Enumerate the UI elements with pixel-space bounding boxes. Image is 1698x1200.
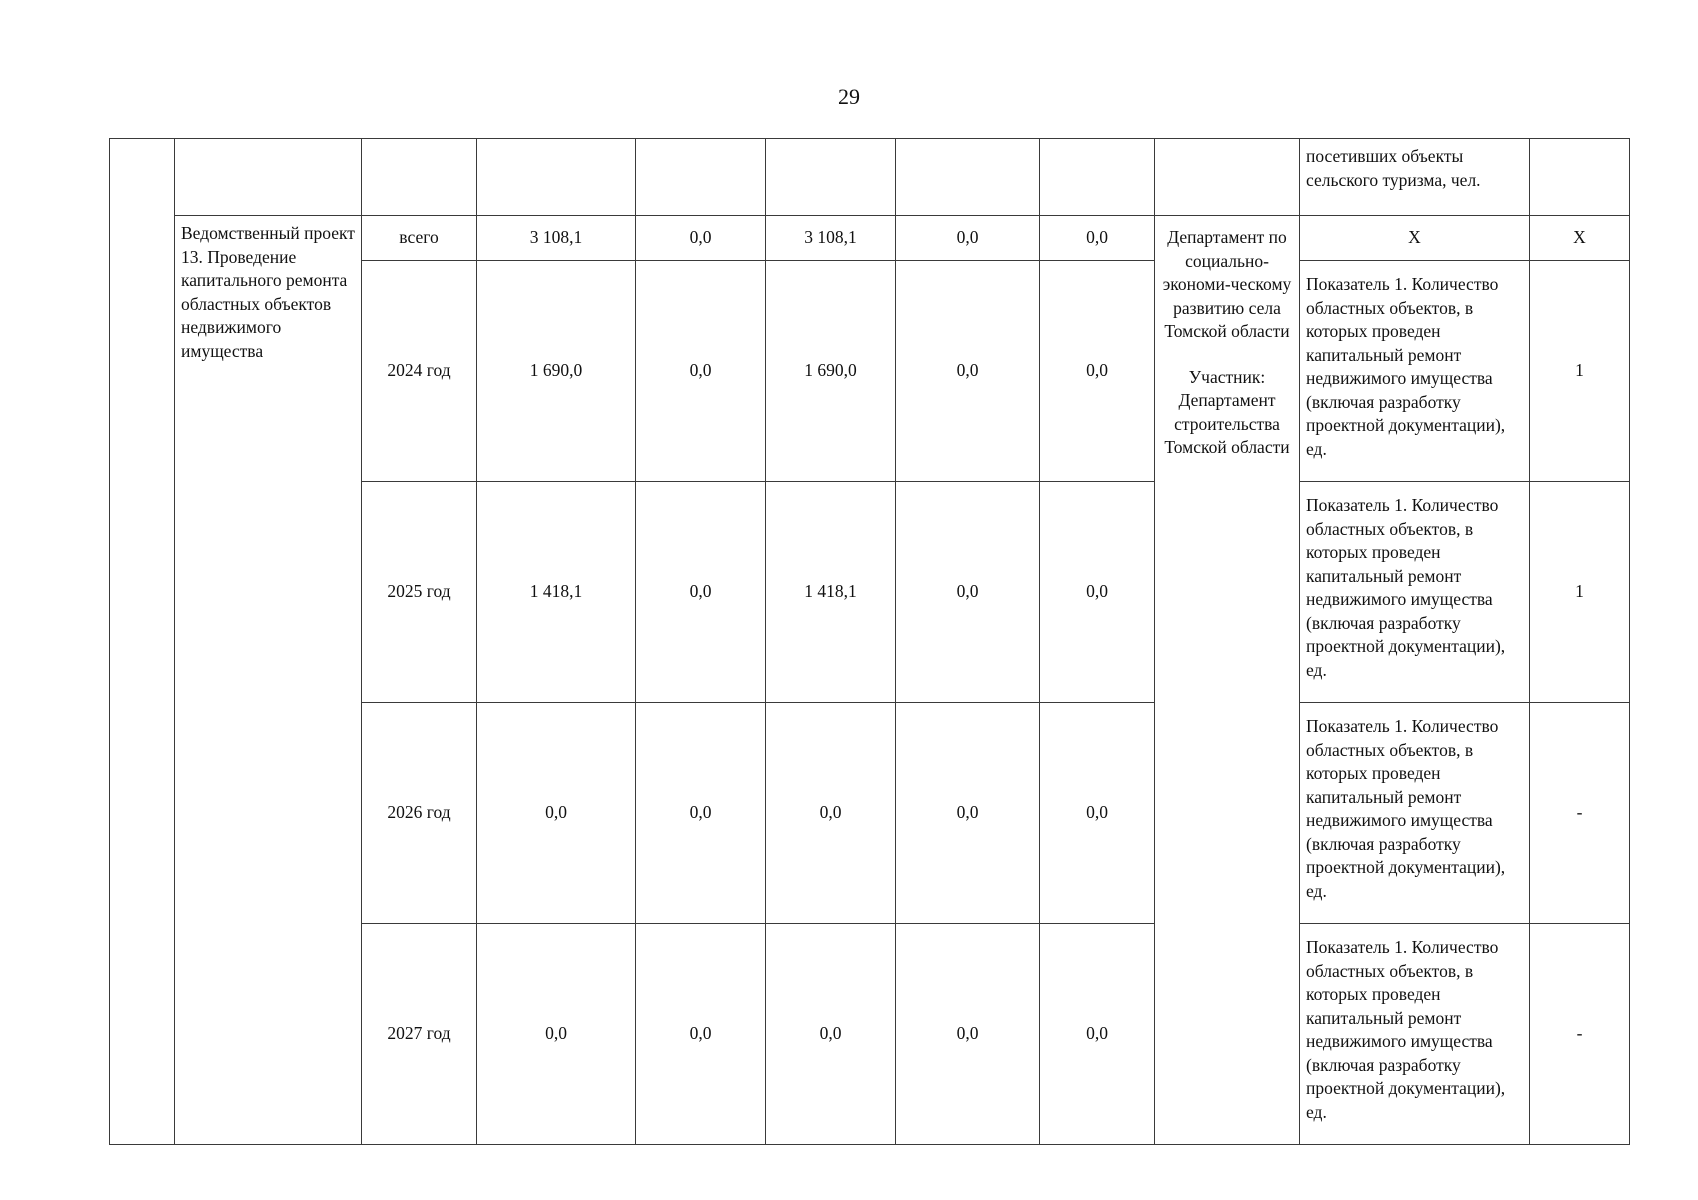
project-name-cell: Ведомственный проект 13. Проведение капитального ремонта областных объектов недвижимого имущества <box>175 216 362 1145</box>
value-cell: 1 418,1 <box>766 482 896 703</box>
empty-cell <box>1530 139 1630 216</box>
table-row <box>110 216 1630 261</box>
value-cell: 0,0 <box>896 924 1040 1145</box>
value-cell: 0,0 <box>636 924 766 1145</box>
value-cell: 0,0 <box>896 261 1040 482</box>
indicator-cell: Х <box>1300 216 1530 261</box>
indicator-value-cell: 1 <box>1530 261 1630 482</box>
value-cell: 0,0 <box>636 703 766 924</box>
value-cell: 0,0 <box>896 703 1040 924</box>
page-number: 29 <box>838 84 860 109</box>
value-cell: 1 690,0 <box>766 261 896 482</box>
indicator-value-cell: 1 <box>1530 482 1630 703</box>
period-cell: 2025 год <box>362 482 477 703</box>
spacer <box>1159 344 1295 366</box>
responsible-cell <box>1155 216 1300 1145</box>
indicator-value-cell: - <box>1530 703 1630 924</box>
value-cell: 0,0 <box>636 482 766 703</box>
value-cell: 1 690,0 <box>477 261 636 482</box>
participant: Участник: Департамент строительства Томской области <box>1164 366 1290 457</box>
value-cell: 1 418,1 <box>477 482 636 703</box>
value-cell: 0,0 <box>1040 216 1155 261</box>
value-cell: 0,0 <box>477 924 636 1145</box>
value-cell: 0,0 <box>477 703 636 924</box>
program-table <box>109 138 1630 1145</box>
empty-cell <box>175 139 362 216</box>
indicator-value-cell: - <box>1530 924 1630 1145</box>
empty-cell <box>1155 139 1300 216</box>
table-row <box>110 139 1630 216</box>
indicator-value-cell: Х <box>1530 216 1630 261</box>
value-cell: 0,0 <box>1040 482 1155 703</box>
value-cell: 0,0 <box>896 216 1040 261</box>
value-cell: 0,0 <box>766 924 896 1145</box>
value-cell: 3 108,1 <box>766 216 896 261</box>
period-cell: 2027 год <box>362 924 477 1145</box>
indicator-cell: Показатель 1. Количество областных объектов, в которых проведен капитальный ремонт недвижимого имущества (включая разработку проектной документации), ед. <box>1300 261 1530 482</box>
indicator-cell: Показатель 1. Количество областных объектов, в которых проведен капитальный ремонт недвижимого имущества (включая разработку проектной документации), ед. <box>1300 482 1530 703</box>
value-cell: 0,0 <box>1040 261 1155 482</box>
empty-cell <box>477 139 636 216</box>
value-cell: 0,0 <box>636 216 766 261</box>
value-cell: 0,0 <box>896 482 1040 703</box>
value-cell: 0,0 <box>636 261 766 482</box>
period-cell: всего <box>362 216 477 261</box>
empty-cell <box>1040 139 1155 216</box>
value-cell: 3 108,1 <box>477 216 636 261</box>
responsible-executor: Департамент по социально-экономи-ческому развитию села Томской области <box>1162 227 1292 341</box>
empty-cell <box>766 139 896 216</box>
period-cell: 2026 год <box>362 703 477 924</box>
empty-cell <box>636 139 766 216</box>
indicator-cell: Показатель 1. Количество областных объектов, в которых проведен капитальный ремонт недвижимого имущества (включая разработку проектной документации), ед. <box>1300 924 1530 1145</box>
indicator-cell: Показатель 1. Количество областных объектов, в которых проведен капитальный ремонт недвижимого имущества (включая разработку проектной документации), ед. <box>1300 703 1530 924</box>
empty-cell <box>896 139 1040 216</box>
value-cell: 0,0 <box>766 703 896 924</box>
value-cell: 0,0 <box>1040 924 1155 1145</box>
value-cell: 0,0 <box>1040 703 1155 924</box>
period-cell: 2024 год <box>362 261 477 482</box>
empty-cell <box>362 139 477 216</box>
indicator-cell: посетивших объекты сельского туризма, чел. <box>1300 139 1530 216</box>
empty-cell <box>110 139 175 1145</box>
